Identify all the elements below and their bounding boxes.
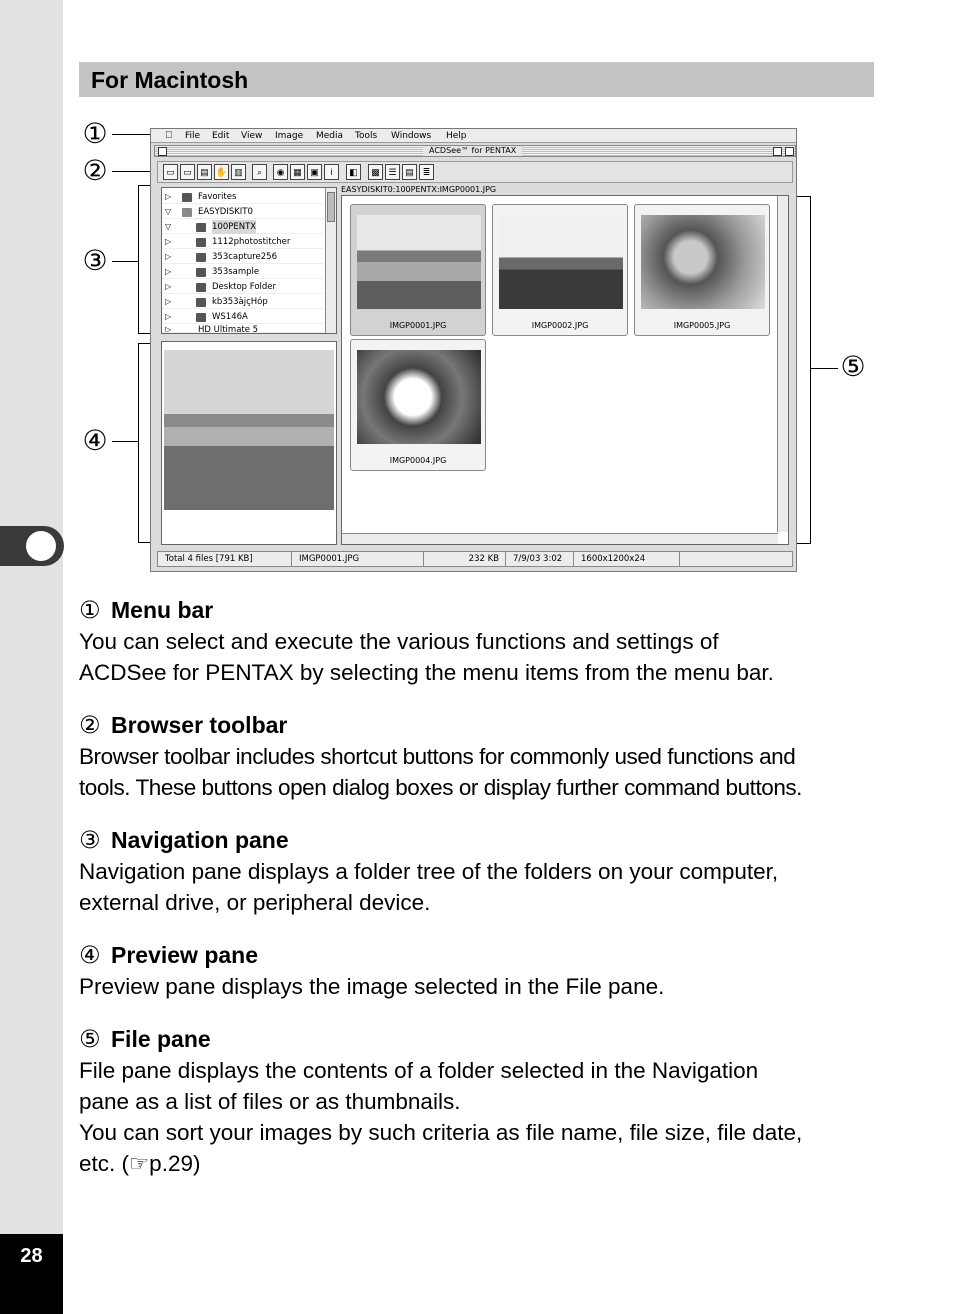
close-box-icon[interactable]: [158, 147, 167, 156]
view-icon[interactable]: ◉: [273, 164, 288, 180]
thumbnails-icon[interactable]: ▩: [368, 164, 383, 180]
callout-4-leader: [112, 441, 138, 442]
callout-4: ④: [82, 424, 108, 457]
item-heading: ④ Preview pane: [79, 941, 259, 969]
file-pane-horizontal-scrollbar[interactable]: [342, 533, 778, 544]
tree-row[interactable]: ▽ EASYDISKIT0: [162, 205, 324, 219]
slideshow-icon[interactable]: ▣: [307, 164, 322, 180]
window-titlebar: [154, 145, 796, 157]
tree-row[interactable]: ▷ 1112photostitcher: [162, 235, 324, 249]
sort-icon[interactable]: ≣: [419, 164, 434, 180]
file-pane: [341, 195, 789, 545]
menu-media[interactable]: Media: [316, 131, 344, 141]
tree-row[interactable]: ▷ kb353àjçHóp: [162, 295, 324, 309]
navigation-scrollbar[interactable]: [325, 188, 336, 333]
chapter-tab: [0, 526, 64, 566]
menu-edit[interactable]: Edit: [212, 131, 230, 141]
chapter-tab-dot: [26, 531, 56, 561]
item-body: File pane displays the contents of a folder selected in the Navigation pane as a list of files or as thumbnails. You can sort your images by such criteria as file name, file size, file date, etc. (☞p.29): [79, 1058, 803, 1176]
print-icon[interactable]: ▦: [290, 164, 305, 180]
menu-tools[interactable]: Tools: [355, 131, 378, 141]
status-total: Total 4 files [791 KB]: [160, 552, 292, 566]
section-header: [79, 62, 874, 97]
thumbnail[interactable]: [350, 339, 486, 471]
item-body: You can select and execute the various functions and settings of ACDSee for PENTAX by selecting the menu items from the menu bar.: [79, 629, 774, 685]
status-date: 7/9/03 3:02: [508, 552, 574, 566]
item-heading: ③ Navigation pane: [79, 826, 289, 854]
browser-toolbar: [157, 161, 793, 183]
list-icon[interactable]: ☰: [385, 164, 400, 180]
callout-3-leader: [112, 261, 138, 262]
copy-icon[interactable]: ▭: [180, 164, 195, 180]
item-heading: ② Browser toolbar: [79, 711, 288, 739]
thumbnail-image: [357, 215, 481, 309]
thumbnail-name: IMGP0005.JPG: [673, 321, 731, 330]
thumbnail-name: IMGP0004.JPG: [389, 456, 447, 465]
menu-windows[interactable]: Windows: [391, 131, 432, 141]
preview-image: [164, 350, 334, 510]
item-heading: ① Menu bar: [79, 596, 214, 624]
callout-2: ②: [82, 154, 108, 187]
navigation-pane: [161, 187, 337, 334]
tree-row[interactable]: ▷ 353sample: [162, 265, 324, 279]
window-title: ACDSee™ for PENTAX: [423, 146, 522, 156]
delete-icon[interactable]: ▥: [231, 164, 246, 180]
move-icon[interactable]: ▤: [197, 164, 212, 180]
callout-3: ③: [82, 244, 108, 277]
thumbnail-image: [641, 215, 765, 309]
thumbnail[interactable]: [492, 204, 628, 336]
tree-row[interactable]: ▷ WS146A: [162, 310, 324, 324]
menu-file[interactable]: File: [185, 131, 201, 141]
thumbnail-name: IMGP0002.JPG: [531, 321, 589, 330]
file-pane-vertical-scrollbar[interactable]: [777, 196, 788, 532]
thumbnail-name: IMGP0001.JPG: [389, 321, 447, 330]
hand-icon[interactable]: ✋: [214, 164, 229, 180]
status-bar: [157, 551, 793, 567]
tree-row[interactable]: ▽ 100PENTX: [162, 220, 324, 234]
thumbnail-image: [499, 215, 623, 309]
callout-1: ①: [82, 117, 108, 150]
zoom-box-icon[interactable]: [773, 147, 782, 156]
collapse-box-icon[interactable]: [785, 147, 794, 156]
thumbnail[interactable]: [634, 204, 770, 336]
apple-icon[interactable]: [165, 129, 173, 143]
item-body: Preview pane displays the image selected in the File pane.: [79, 974, 665, 999]
thumbnail-image: [357, 350, 481, 444]
menu-bar: [151, 129, 796, 143]
page-number: 28: [20, 1245, 43, 1267]
thumbnail[interactable]: [350, 204, 486, 336]
details-icon[interactable]: ▤: [402, 164, 417, 180]
section-title: For Macintosh: [91, 67, 249, 93]
search-icon[interactable]: ⌕: [252, 164, 267, 180]
tree-row[interactable]: ▷ Favorites: [162, 190, 324, 204]
tree-row[interactable]: ▷ Desktop Folder: [162, 280, 324, 294]
status-size: 232 KB: [426, 552, 506, 566]
tree-row[interactable]: ▷ 353capture256: [162, 250, 324, 264]
preview-pane: [161, 341, 337, 545]
item-body: Browser toolbar includes shortcut buttons for commonly used functions and tools. These buttons open dialog boxes or display further command buttons.: [79, 744, 802, 800]
scroll-thumb[interactable]: [327, 192, 335, 222]
page-margin-band: [0, 0, 63, 1314]
menu-view[interactable]: View: [241, 131, 263, 141]
acdsee-screenshot: [150, 128, 797, 572]
status-dimensions: 1600x1200x24: [576, 552, 680, 566]
current-path: EASYDISKIT0:100PENTX:IMGP0001.JPG: [341, 185, 497, 194]
folder-icon[interactable]: ▭: [163, 164, 178, 180]
item-heading: ⑤ File pane: [79, 1025, 211, 1053]
tree-row[interactable]: ▷ HD Ultimate 5: [162, 325, 324, 333]
item-body: Navigation pane displays a folder tree of the folders on your computer, external drive, or peripheral device.: [79, 859, 779, 915]
properties-icon[interactable]: ◧: [346, 164, 361, 180]
menu-help[interactable]: Help: [446, 131, 467, 141]
callout-5-leader: [811, 368, 838, 369]
info-icon[interactable]: i: [324, 164, 339, 180]
menu-image[interactable]: Image: [275, 131, 304, 141]
status-file: IMGP0001.JPG: [294, 552, 424, 566]
callout-5: ⑤: [840, 350, 866, 383]
